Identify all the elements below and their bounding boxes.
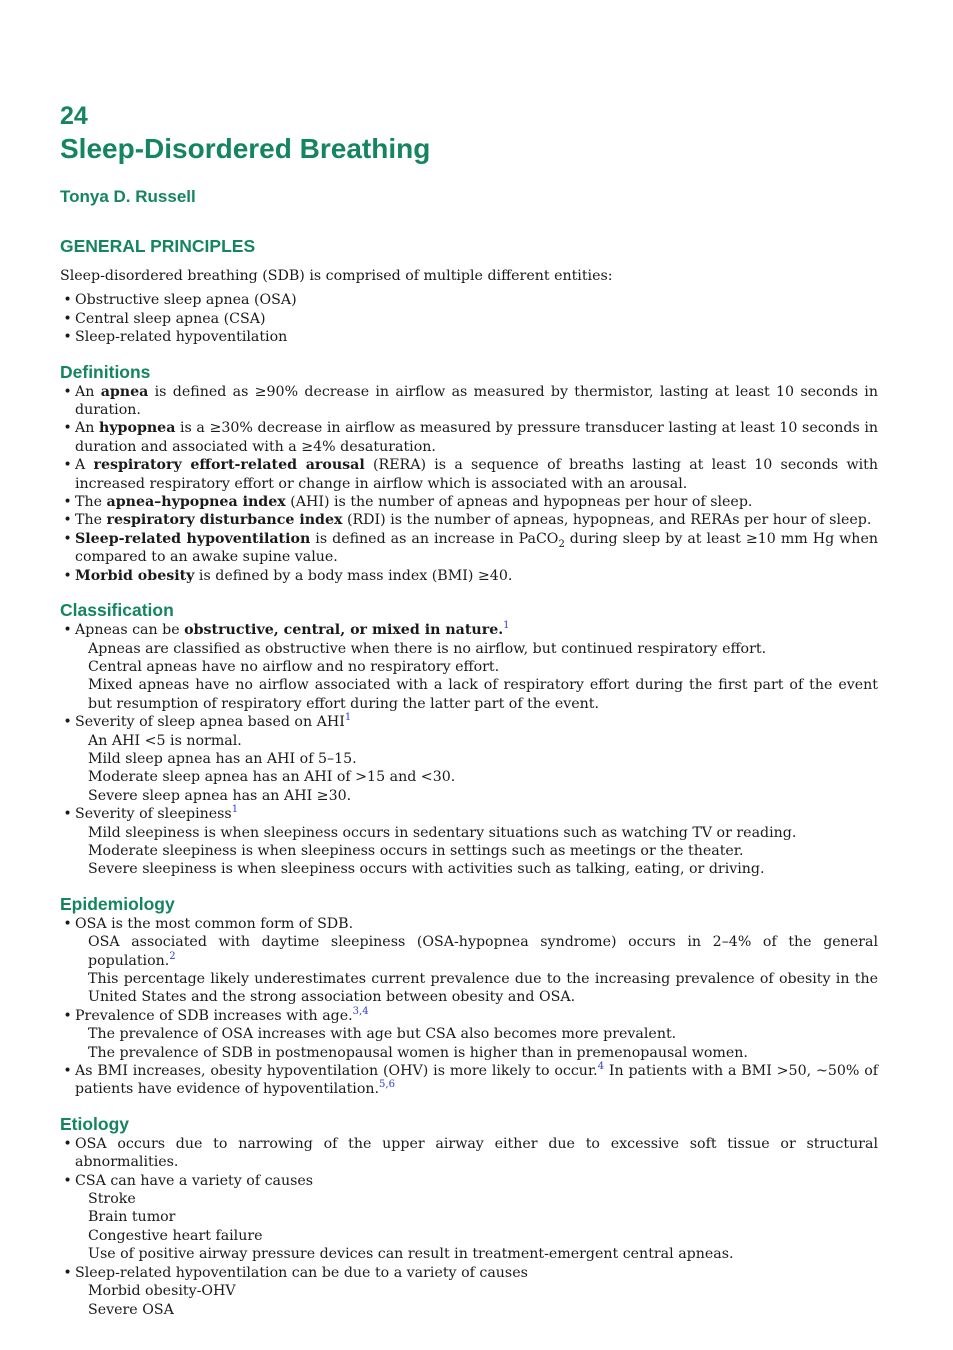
term-hypopnea: hypopnea bbox=[99, 420, 176, 437]
list-subitem: An AHI <5 is normal. bbox=[88, 732, 242, 749]
etiology-list bbox=[60, 1135, 878, 1319]
term-rdi: respiratory disturbance index bbox=[106, 512, 343, 529]
list-subitem: Severe OSA bbox=[88, 1301, 174, 1318]
page-content bbox=[60, 100, 878, 1319]
epidemiology-osa-common: • OSA is the most common form of SDB. bbox=[60, 915, 878, 933]
list-subitem: Brain tumor bbox=[88, 1209, 176, 1226]
term-hypoventilation: Sleep-related hypoventilation bbox=[75, 530, 311, 547]
list-subitem: Morbid obesity-OHV bbox=[88, 1283, 236, 1300]
reference-link[interactable]: 1 bbox=[503, 620, 510, 632]
list-subitem: Stroke bbox=[88, 1191, 136, 1208]
epidemiology-list bbox=[60, 915, 878, 1099]
reference-link[interactable]: 5,6 bbox=[379, 1079, 395, 1091]
definition-rdi: • The respiratory disturbance index (RDI) is the number of apneas, hypopneas, and RERAs per hour of sleep. bbox=[60, 511, 878, 529]
etiology-csa: • CSA can have a variety of causes bbox=[60, 1172, 878, 1190]
list-subitem: Mild sleepiness is when sleepiness occurs in sedentary situations such as watching TV or reading. bbox=[88, 824, 797, 841]
chapter-author: Tonya D. Russell bbox=[60, 187, 196, 206]
list-subitem: Severe sleepiness is when sleepiness occurs with activities such as talking, eating, or driving. bbox=[88, 861, 765, 878]
reference-link[interactable]: 3,4 bbox=[352, 1005, 369, 1017]
term-ahi: apnea–hypopnea index bbox=[106, 494, 286, 511]
general-item: • Central sleep apnea (CSA) bbox=[60, 310, 878, 328]
list-subitem: Mixed apneas have no airflow associated with a lack of respiratory effort during the first part of the event but resumption of respiratory effort during the latter part of the event. bbox=[88, 677, 878, 712]
section-heading-etiology: Etiology bbox=[60, 1113, 130, 1134]
definition-hypopnea: • An hypopnea is a ≥30% decrease in airflow as measured by pressure transducer lasting at least 10 seconds in duration and associated with a ≥4% desaturation. bbox=[60, 419, 878, 456]
general-list bbox=[60, 291, 878, 346]
etiology-hypoventilation: • Sleep-related hypoventilation can be due to a variety of causes bbox=[60, 1264, 878, 1282]
reference-link[interactable]: 2 bbox=[169, 950, 176, 962]
definition-hypoventilation: • Sleep-related hypoventilation is defined as an increase in PaCO$_2$ during sleep by at least ≥10 mm Hg when compared to an awake supine value. bbox=[60, 530, 878, 567]
list-subitem: OSA associated with daytime sleepiness (OSA-hypopnea syndrome) occurs in 2–4% of the general population.$^2$ bbox=[88, 934, 878, 969]
list-subitem: Apneas are classified as obstructive when there is no airflow, but continued respiratory effort. bbox=[88, 640, 767, 657]
list-subitem: Moderate sleepiness is when sleepiness occurs in settings such as meetings or the theater. bbox=[88, 842, 744, 859]
term-morbid-obesity: Morbid obesity bbox=[75, 567, 195, 584]
definition-apnea: • An apnea is defined as ≥90% decrease in airflow as measured by thermistor, lasting at least 10 seconds in duration. bbox=[60, 383, 878, 420]
section-heading-definitions: Definitions bbox=[60, 361, 151, 382]
classification-severity-ahi: • Severity of sleep apnea based on AHI$^1$ bbox=[60, 713, 878, 731]
section-heading-classification: Classification bbox=[60, 600, 174, 621]
reference-link[interactable]: 1 bbox=[344, 712, 352, 724]
etiology-osa: • OSA occurs due to narrowing of the upper airway either due to excessive soft tissue or structural abnormalities. bbox=[60, 1135, 878, 1172]
definition-ahi: • The apnea–hypopnea index (AHI) is the number of apneas and hypopneas per hour of sleep. bbox=[60, 493, 878, 511]
chapter-title: Sleep-Disordered Breathing bbox=[60, 133, 431, 164]
term-rera: respiratory effort-related arousal bbox=[93, 457, 365, 474]
definition-morbid-obesity: • Morbid obesity is defined by a body mass index (BMI) ≥40. bbox=[60, 567, 878, 585]
classification-list bbox=[60, 621, 878, 879]
section-heading-epidemiology: Epidemiology bbox=[60, 893, 175, 914]
list-subitem: Mild sleep apnea has an AHI of 5–15. bbox=[88, 750, 357, 767]
chapter-number: 24 bbox=[60, 102, 88, 130]
list-subitem: The prevalence of SDB in postmenopausal women is higher than in premenopausal women. bbox=[88, 1044, 748, 1061]
classification-apnea-types: • Apneas can be obstructive, central, or mixed in nature.$^1$ bbox=[60, 621, 878, 639]
reference-link[interactable]: 4 bbox=[597, 1061, 605, 1073]
general-intro: Sleep-disordered breathing (SDB) is comprised of multiple different entities: bbox=[60, 268, 613, 284]
list-subitem: Moderate sleep apnea has an AHI of >15 and <30. bbox=[88, 769, 456, 786]
definitions-list bbox=[60, 383, 878, 585]
epidemiology-bmi: • As BMI increases, obesity hypoventilation (OHV) is more likely to occur.$^4$ In patients with a BMI >50, ~50% of patients have evidence of hypoventilation.$^{5,6}$ bbox=[60, 1062, 878, 1099]
list-subitem: The prevalence of OSA increases with age but CSA also becomes more prevalent. bbox=[88, 1026, 677, 1043]
list-subitem: This percentage likely underestimates current prevalence due to the increasing prevalence of obesity in the United States and the strong association between obesity and OSA. bbox=[88, 971, 878, 1006]
list-subitem: Congestive heart failure bbox=[88, 1227, 263, 1244]
section-heading-general-principles: GENERAL PRINCIPLES bbox=[60, 236, 256, 256]
list-subitem: Use of positive airway pressure devices can result in treatment-emergent central apneas. bbox=[88, 1246, 734, 1263]
definition-rera: • A respiratory effort-related arousal (RERA) is a sequence of breaths lasting at least 10 seconds with increased respiratory effort or change in airflow which is associated with an arousal. bbox=[60, 456, 878, 493]
term-apnea: apnea bbox=[100, 383, 149, 400]
general-item: • Obstructive sleep apnea (OSA) bbox=[60, 291, 878, 309]
list-subitem: Severe sleep apnea has an AHI ≥30. bbox=[88, 787, 352, 804]
classification-severity-sleepiness: • Severity of sleepiness$^1$ bbox=[60, 805, 878, 823]
list-subitem: Central apneas have no airflow and no respiratory effort. bbox=[88, 658, 500, 675]
epidemiology-age: • Prevalence of SDB increases with age.$^{3,4}$ bbox=[60, 1007, 878, 1025]
general-item: • Sleep-related hypoventilation bbox=[60, 328, 878, 346]
reference-link[interactable]: 1 bbox=[231, 804, 239, 816]
